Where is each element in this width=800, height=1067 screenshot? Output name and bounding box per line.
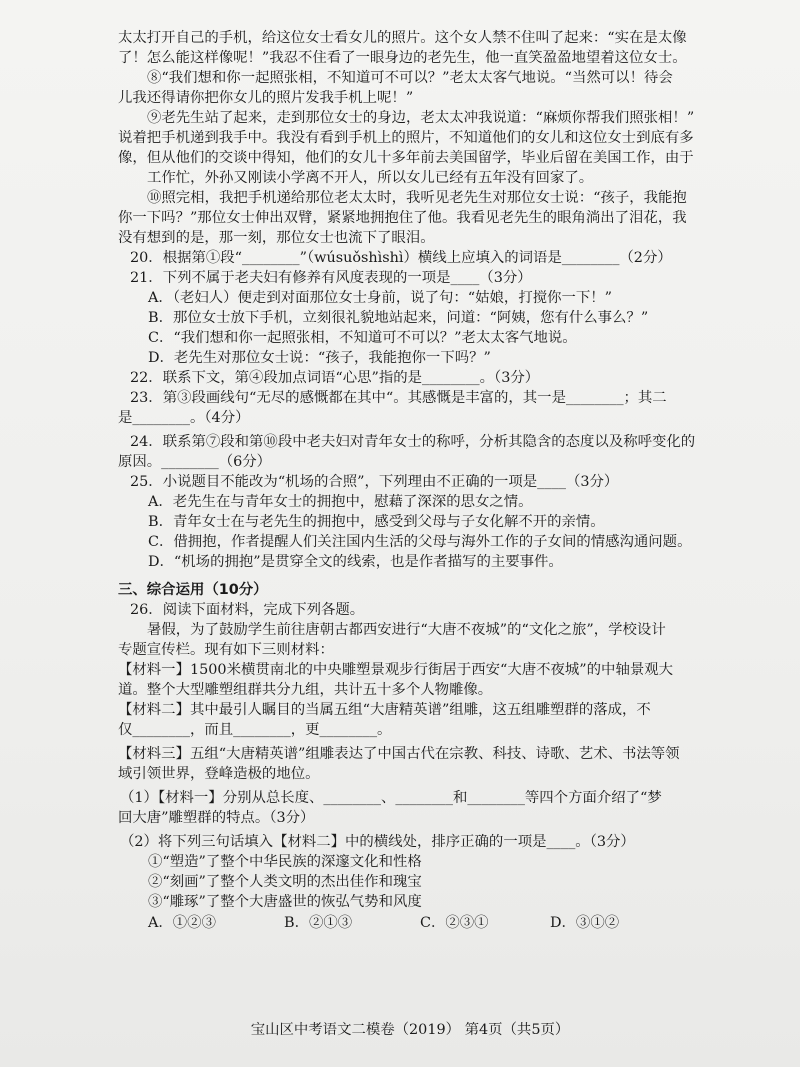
option-d: D．“机场的拥抱”是贯穿全文的线索，也是作者描写的主要事件。: [148, 554, 563, 570]
choice-a: A．①②③: [148, 915, 216, 931]
option-a: A．老先生在与青年女士的拥抱中，慰藉了深深的思女之情。: [148, 494, 533, 510]
choice-b: B．②①③: [284, 915, 353, 931]
question-24: 24．联系第⑦段和第⑩段中老夫妇对青年女士的称呼，分析其隐含的态度以及称呼变化的: [130, 434, 696, 450]
question-21: 21．下列不属于老夫妇有修养有风度表现的一项是____（3分）: [130, 270, 532, 286]
sentence-2: ②“刻画”了整个人类文明的杰出佳作和瑰宝: [148, 874, 422, 890]
question-25: 25．小说题目不能改为“机场的合照”，下列理由不正确的一项是____（3分）: [130, 474, 619, 490]
passage-line: 儿我还得请你把你女儿的照片发我手机上呢！”: [118, 90, 414, 106]
question-23-continued: 是________。（4分）: [118, 410, 250, 426]
material-2: 【材料二】其中最引人瞩目的当属五组“大唐精英谱”组雕，这五组雕塑群的落成，不: [118, 702, 651, 718]
material-3-continued: 域引领世界，登峰造极的地位。: [118, 766, 320, 782]
passage-line: 没有想到的是，那一刻，那位女士也流下了眼泪。: [118, 230, 435, 246]
passage-paragraph-9: ⑨老先生站了起来，走到那位女士的身边，老太太冲我说道：“麻烦你帮我们照张相！”: [147, 110, 695, 126]
section-3: [118, 580, 718, 934]
intro-line: 专题宣传栏。现有如下三则材料：: [118, 642, 334, 658]
answer-choices: [118, 912, 718, 934]
material-1: 【材料一】1500米横贯南北的中央雕塑景观步行街居于西安“大唐不夜城”的中轴景观大: [118, 662, 674, 678]
option-d: D．老先生对那位女士说：“孩子，我能抱你一下吗？”: [148, 350, 491, 366]
reading-passage: [118, 28, 718, 248]
material-3: 【材料三】五组“大唐精英谱”组雕表达了中国古代在宗教、科技、诗歌、艺术、书法等领: [118, 746, 680, 762]
question-22: 22．联系下文，第④段加点词语“心思”指的是________。（3分）: [130, 370, 540, 386]
page-content: [118, 28, 718, 934]
passage-paragraph-8: ⑧“我们想和你一起照张相，不知道可不可以？”老太太客气地说。“当然可以！待会: [147, 70, 673, 86]
question-list: [118, 248, 718, 572]
question-20: 20．根据第①段“________”（wúsuǒshìshì）横线上应填入的词语是________（2分）: [130, 250, 672, 266]
choice-c: C．②③①: [420, 915, 489, 931]
option-c: C．“我们想和你一起照张相，不知道可不可以？”老太太客气地说。: [148, 330, 577, 346]
material-2-continued: 仅________，而且________，更________。: [118, 722, 392, 738]
option-c: C．借拥抱，作者提醒人们关注国内生活的父母与海外工作的子女间的情感沟通问题。: [148, 534, 692, 550]
option-a: A．（老妇人）便走到对面那位女士身前，说了句：“姑娘，打搅你一下！”: [148, 290, 613, 306]
material-1-continued: 道。整个大型雕塑组群共分九组，共计五十多个人物雕像。: [118, 682, 493, 698]
subquestion-2: （2）将下列三句话填入【材料二】中的横线处，排序正确的一项是____。（3分）: [120, 834, 635, 850]
subquestion-1-continued: 回大唐”雕塑群的特点。（3分）: [118, 810, 315, 826]
passage-line: 你一下吗？”那位女士伸出双臂，紧紧地拥抱住了他。我看见老先生的眼角淌出了泪花，我: [118, 210, 687, 226]
question-24-continued: 原因。________（6分）: [118, 454, 272, 470]
intro-line: 暑假，为了鼓励学生前往唐朝古都西安进行“大唐不夜城”的“文化之旅”，学校设计: [147, 622, 666, 638]
question-26: 26．阅读下面材料，完成下列各题。: [130, 602, 365, 618]
sentence-3: ③“雕琢”了整个大唐盛世的恢弘气势和风度: [148, 894, 422, 910]
passage-line: 说着把手机递到我手中。我没有看到手机上的照片，不知道他们的女儿和这位女士到底有多: [118, 130, 694, 146]
choice-d: D．③①②: [550, 915, 620, 931]
passage-line: 像，但从他们的交谈中得知，他们的女儿十多年前去美国留学，毕业后留在美国工作，由于: [118, 150, 694, 166]
passage-line: 太太打开自己的手机，给这位女士看女儿的照片。这个女人禁不住叫了起来：“实在是太像: [118, 30, 687, 46]
question-23: 23．第③段画线句“无尽的感慨都在其中“。其感慨是丰富的，其一是________；其二: [130, 390, 667, 406]
option-b: B．青年女士在与老先生的拥抱中，感受到父母与子女化解不开的亲情。: [148, 514, 605, 530]
sentence-1: ①“塑造”了整个中华民族的深邃文化和性格: [148, 854, 422, 870]
option-b: B．那位女士放下手机，立刻很礼貌地站起来，问道：“阿姨，您有什么事么？”: [148, 310, 649, 326]
passage-line: 工作忙，外孙又刚读小学离不开人，所以女儿已经有五年没有回家了。: [147, 170, 594, 186]
subquestion-1: （1）【材料一】分别从总长度、________、________和________等四个方面介绍了“梦: [120, 790, 662, 806]
section-title: 三、综合运用（10分）: [118, 582, 268, 598]
passage-line: 了！怎么能这样像呢！”我忍不住看了一眼身边的老先生，他一直笑盈盈地望着这位女士。: [118, 50, 687, 66]
passage-paragraph-10: ⑩照完相，我把手机递给那位老太太时，我听见老先生对那位女士说：“孩子，我能抱: [147, 190, 687, 206]
page-footer: 宝山区中考语文二模卷（2019） 第4页（共5页）: [250, 1022, 570, 1038]
